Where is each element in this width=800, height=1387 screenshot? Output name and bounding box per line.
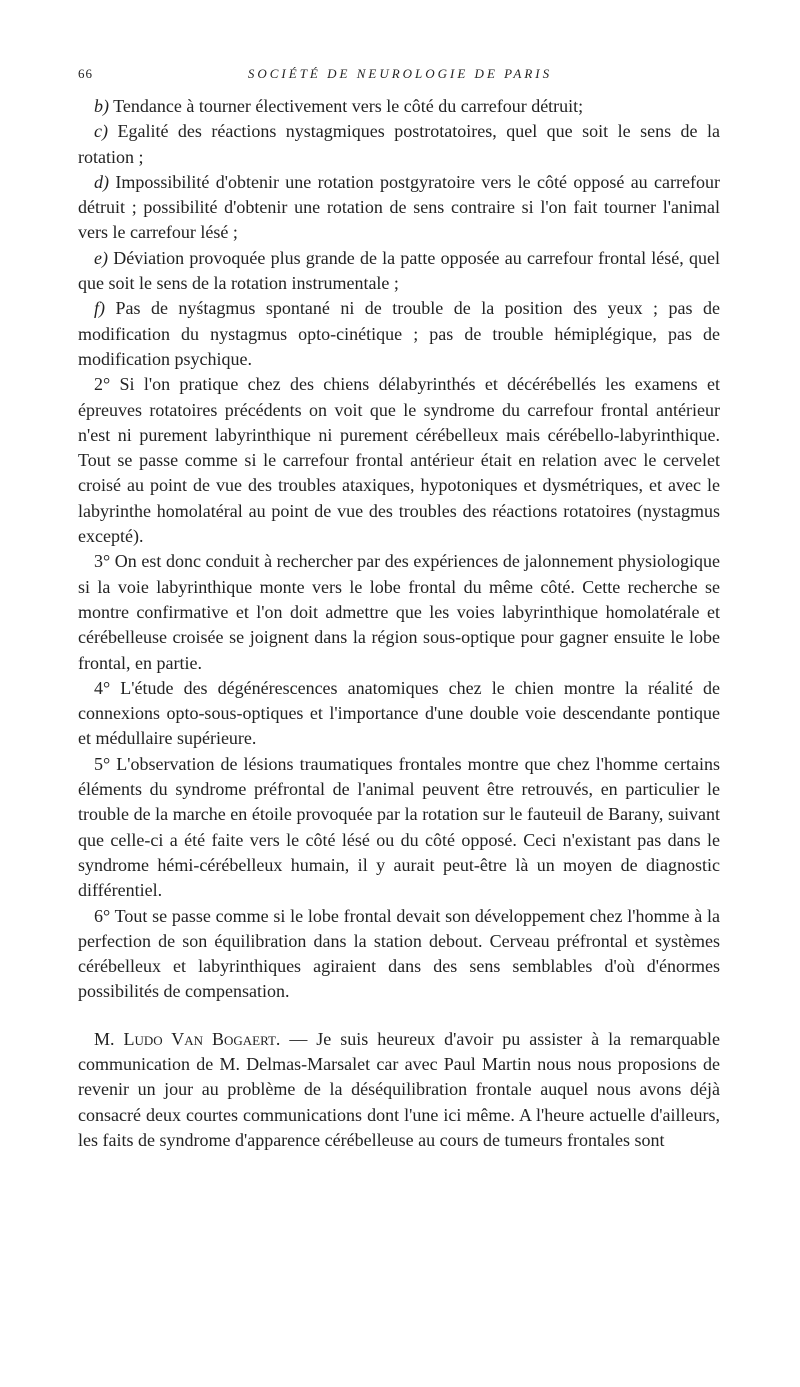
item-text: Pas de nyśtagmus spontané ni de trouble de la position des yeux ; pas de modification du nystagmus opto-cinétique ; pas de trouble hémiplégique, pas de modification psychique.: [78, 298, 720, 369]
item-label: e): [94, 247, 108, 268]
point-3: 3° On est donc conduit à rechercher par des expériences de jalonnement physiologique si la voie labyrinthique monte vers le lobe frontal du même côté. Cette recherche se montre confirmative et l'on doit admettre que les voies labyrinthique homolatérale et cérébelleuse croisée se joignent dans la région sous-optique pour gagner ensuite le lobe frontal, en partie.: [78, 551, 720, 673]
item-d: [78, 170, 720, 246]
item-label: f): [94, 298, 105, 319]
running-header: [78, 66, 722, 90]
item-text: Déviation provoquée plus grande de la patte opposée au carrefour frontal lésé, quel que soit le sens de la rotation instrumentale ;: [78, 247, 720, 294]
item-c: [78, 119, 720, 170]
point-6: 6° Tout se passe comme si le lobe frontal devait son développement chez l'homme à la perfection de son équilibration dans la station debout. Cerveau préfrontal et systèmes cérébelleux et labyrinthiques agiraient dans des sens semblables d'où d'énormes possibilités de compensation.: [78, 905, 720, 1002]
discussion-text: — Je suis heureux d'avoir pu assister à la remarquable communication de M. Delmas-Marsalet car avec Paul Martin nous nous proposions de revenir un jour au problème de la déséquilibration frontale auquel nous avons déjà consacré deux courtes communications dont l'une ici même. A l'heure actuelle d'ailleurs, les faits de syndrome d'apparence cérébelleuse au cours de tumeurs frontales sont: [78, 1028, 720, 1150]
point-4: 4° L'étude des dégénérescences anatomiques chez le chien montre la réalité de connexions opto-sous-optiques et l'importance d'une double voie descendante pontique et médullaire supérieure.: [78, 677, 720, 749]
page-number: 66: [78, 66, 93, 81]
item-label: d): [94, 171, 109, 192]
point-2: 2° Si l'on pratique chez des chiens délabyrinthés et décérébellés les examens et épreuves rotatoires précédents on voit que le syndrome du carrefour frontal antérieur n'est ni purement labyrinthique ni purement cérébelleux mais cérébello-labyrinthique. Tout se passe comme si le carrefour frontal antérieur était en relation avec le cervelet croisé au point de vue des troubles ataxiques, hypotoniques et dysmétriques, et avec le labyrinthe homolatéral au point de vue des troubles des réactions rotatoires (nystagmus excepté).: [78, 374, 720, 547]
discussion-paragraph: [78, 1027, 720, 1153]
body-text: [78, 94, 720, 1153]
item-text: Impossibilité d'obtenir une rotation postgyratoire vers le côté opposé au carrefour détruit ; possibilité d'obtenir une rotation de sens contraire si l'on fait tourner l'animal vers le carrefour lésé ;: [78, 171, 720, 243]
speaker-name: M. Ludo Van Bogaert.: [94, 1028, 281, 1049]
item-label: c): [94, 121, 108, 142]
item-f: [78, 296, 720, 372]
item-text: Tendance à tourner électivement vers le côté du carrefour détruit;: [109, 96, 584, 116]
item-e: [78, 246, 720, 297]
point-5: 5° L'observation de lésions traumatiques frontales montre que chez l'homme certains éléments du syndrome préfrontal de l'animal peuvent être retrouvés, en particulier le trouble de la marche en étoile provoquée par la rotation sur le fauteuil de Barany, suivant que celle-ci a été faite vers le côté lésé ou du côté opposé. Ceci n'existant pas dans le syndrome hémi-cérébelleux humain, il y aurait peut-être là un moyen de diagnostic différentiel.: [78, 753, 720, 901]
running-title: SOCIÉTÉ DE NEUROLOGIE DE PARIS: [247, 66, 553, 81]
item-text: Egalité des réactions nystagmiques postrotatoires, quel que soit le sens de la rotation ;: [78, 121, 720, 167]
item-b: [78, 94, 720, 119]
item-label: b): [94, 96, 109, 116]
